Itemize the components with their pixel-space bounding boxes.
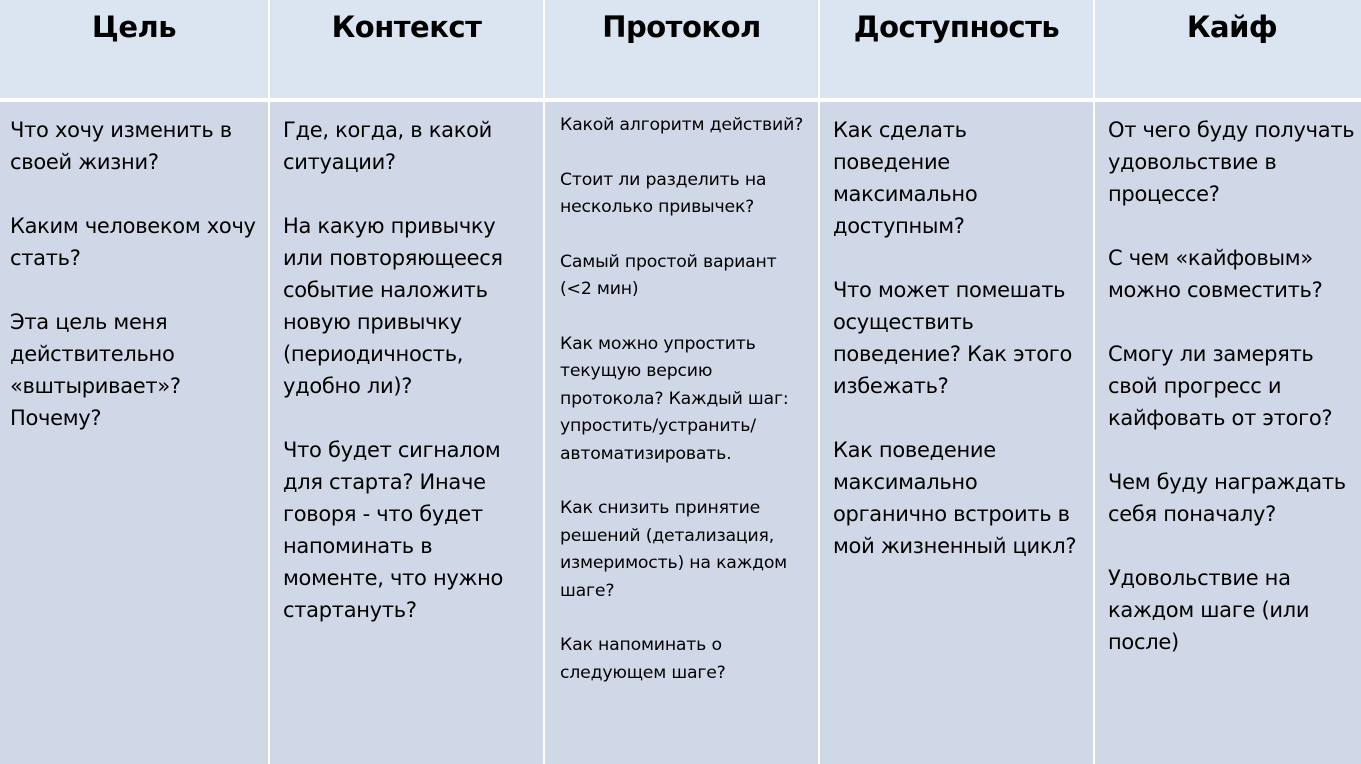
header-enjoyment-title: Кайф bbox=[1186, 10, 1278, 44]
question-text: На какую привычку или повторяющееся событие наложить новую привычку (периодичность, удобно ли)? bbox=[283, 214, 503, 398]
cell-goal bbox=[0, 102, 268, 764]
cell-availability bbox=[820, 102, 1093, 764]
question-text: Самый простой вариант (<2 мин) bbox=[560, 251, 777, 299]
cell-protocol bbox=[545, 102, 818, 764]
header-protocol-title: Протокол bbox=[602, 10, 761, 44]
cell-context bbox=[270, 102, 543, 764]
header-goal-title: Цель bbox=[91, 10, 177, 44]
header-enjoyment bbox=[1095, 0, 1361, 98]
header-goal bbox=[0, 0, 268, 98]
question-text: Как сделать поведение максимально доступным? bbox=[833, 118, 978, 238]
cell-enjoyment bbox=[1095, 102, 1361, 764]
header-availability bbox=[820, 0, 1093, 98]
header-protocol bbox=[545, 0, 818, 98]
question-text: От чего буду получать удовольствие в процессе? bbox=[1108, 118, 1355, 206]
question-text: Как напоминать о следующем шаге? bbox=[560, 635, 726, 683]
question-text: Смогу ли замерять свой прогресс и кайфовать от этого? bbox=[1108, 342, 1333, 430]
question-text: Что будет сигналом для старта? Иначе говоря - что будет напоминать в моменте, что нужно стартануть? bbox=[283, 438, 504, 622]
question-text: Где, когда, в какой ситуации? bbox=[283, 118, 492, 174]
header-availability-title: Доступность bbox=[853, 10, 1060, 44]
question-text: Чем буду награждать себя поначалу? bbox=[1108, 470, 1346, 526]
question-text: Какой алгоритм действий? bbox=[560, 115, 804, 135]
header-context-title: Контекст bbox=[331, 10, 482, 44]
question-text: Эта цель меня действительно «вштыривает»? Почему? bbox=[10, 310, 181, 430]
question-text: Как снизить принятие решений (детализация, измеримость) на каждом шаге? bbox=[560, 498, 788, 601]
question-text: Что может помешать осуществить поведение? Как этого избежать? bbox=[833, 278, 1073, 398]
question-text: Как можно упростить текущую версию протокола? Каждый шаг: упростить/устранить/автоматизировать. bbox=[560, 333, 789, 464]
question-text: Удовольствие на каждом шаге (или после) bbox=[1108, 566, 1310, 654]
question-text: Стоит ли разделить на несколько привычек? bbox=[560, 169, 767, 217]
question-text: Как поведение максимально органично встроить в мой жизненный цикл? bbox=[833, 438, 1077, 558]
question-text: Каким человеком хочу стать? bbox=[10, 214, 256, 270]
question-text: С чем «кайфовым» можно совместить? bbox=[1108, 246, 1323, 302]
question-text: Что хочу изменить в своей жизни? bbox=[10, 118, 232, 174]
header-context bbox=[270, 0, 543, 98]
